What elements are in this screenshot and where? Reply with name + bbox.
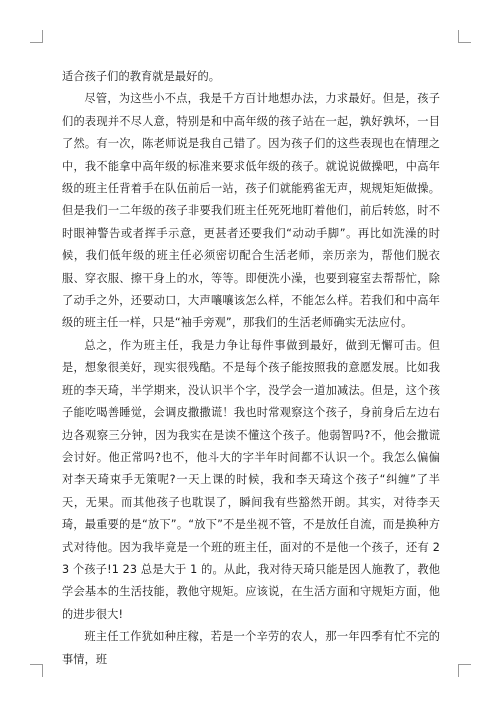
paragraph-4: 班主任工作犹如种庄稼，若是一个辛劳的农人，那一年四季有忙不完的事情，班 <box>62 630 440 666</box>
paragraph-2: 尽管，为这些小不点，我是千方百计地想办法，力求最好。但是，孩子们的表现并不尽人意，特别是和中高年级的孩子站在一起，孰好孰坏，一目了然。有一次，陈老师说是我自己错了。因为孩子们的这些表现也在情理之中，我不能拿中高年级的标准来要求低年级的孩子。就说说做操吧，中高年级的班主任背着手在队伍前后一站，孩子们就能鸦雀无声，规规矩矩做操。但是我们一二年级的孩子非要我们班主任死死地盯着他们，前后转悠，时不时眼神警告或者挥手示意，更甚者还要我们“动动手脚”。再比如洗澡的时候，我们低年级的班主任必须密切配合生活老师，亲历亲为，帮他们脱衣服、穿衣服、擦干身上的水，等等。即便洗小澡，也要到寝室去帮帮忙，除了动手之外，还要动口，大声嚷嚷该怎么样，不能怎么样。若我们和中高年级的班主任一样，只是“袖手旁观”，那我们的生活老师确实无法应付。 <box>62 92 440 330</box>
crop-mark-top-left <box>30 30 43 43</box>
paragraph-3: 总之，作为班主任，我是力争让每件事做到最好，做到无懈可击。但是，想象很美好，现实很残酷。不是每个孩子能按照我的意愿发展。比如我班的李天琦，半学期来，没认识半个字，没学会一道加减法。但是，这个孩子能吃喝善睡觉，会调皮撒撒谎！我也时常观察这个孩子，身前身后左边右边各观察三分钟，因为我实在是读不懂这个孩子。他弱智吗?不，他会撒谎会讨好。他正常吗?也不，他斗大的字半年时间都不认识一个。我怎么偏偏对李天琦束手无策呢?一天上课的时候，我和李天琦这个孩子“纠缠”了半天，无果。而其他孩子也耽误了，瞬间我有些豁然开朗。其实，对待李天琦，最重要的是“放下”。“放下”不是坐视不管，不是放任自流，而是换种方式对待他。因为我毕竟是一个班的班主任，面对的不是他一个孩子，还有 23 个孩子!1 23 总是大于 1 的。从此，我对待天琦只能是因人施教了，教他学会基本的生活技能，教他守规矩。应该说，在生活方面和守规矩方面，他的进步很大! <box>62 338 440 621</box>
crop-mark-bottom-left <box>30 664 43 677</box>
document-body <box>62 66 440 671</box>
crop-mark-bottom-right <box>458 664 471 677</box>
crop-mark-top-right <box>458 30 471 43</box>
paragraph-1: 适合孩子们的教育就是最好的。 <box>62 70 221 83</box>
